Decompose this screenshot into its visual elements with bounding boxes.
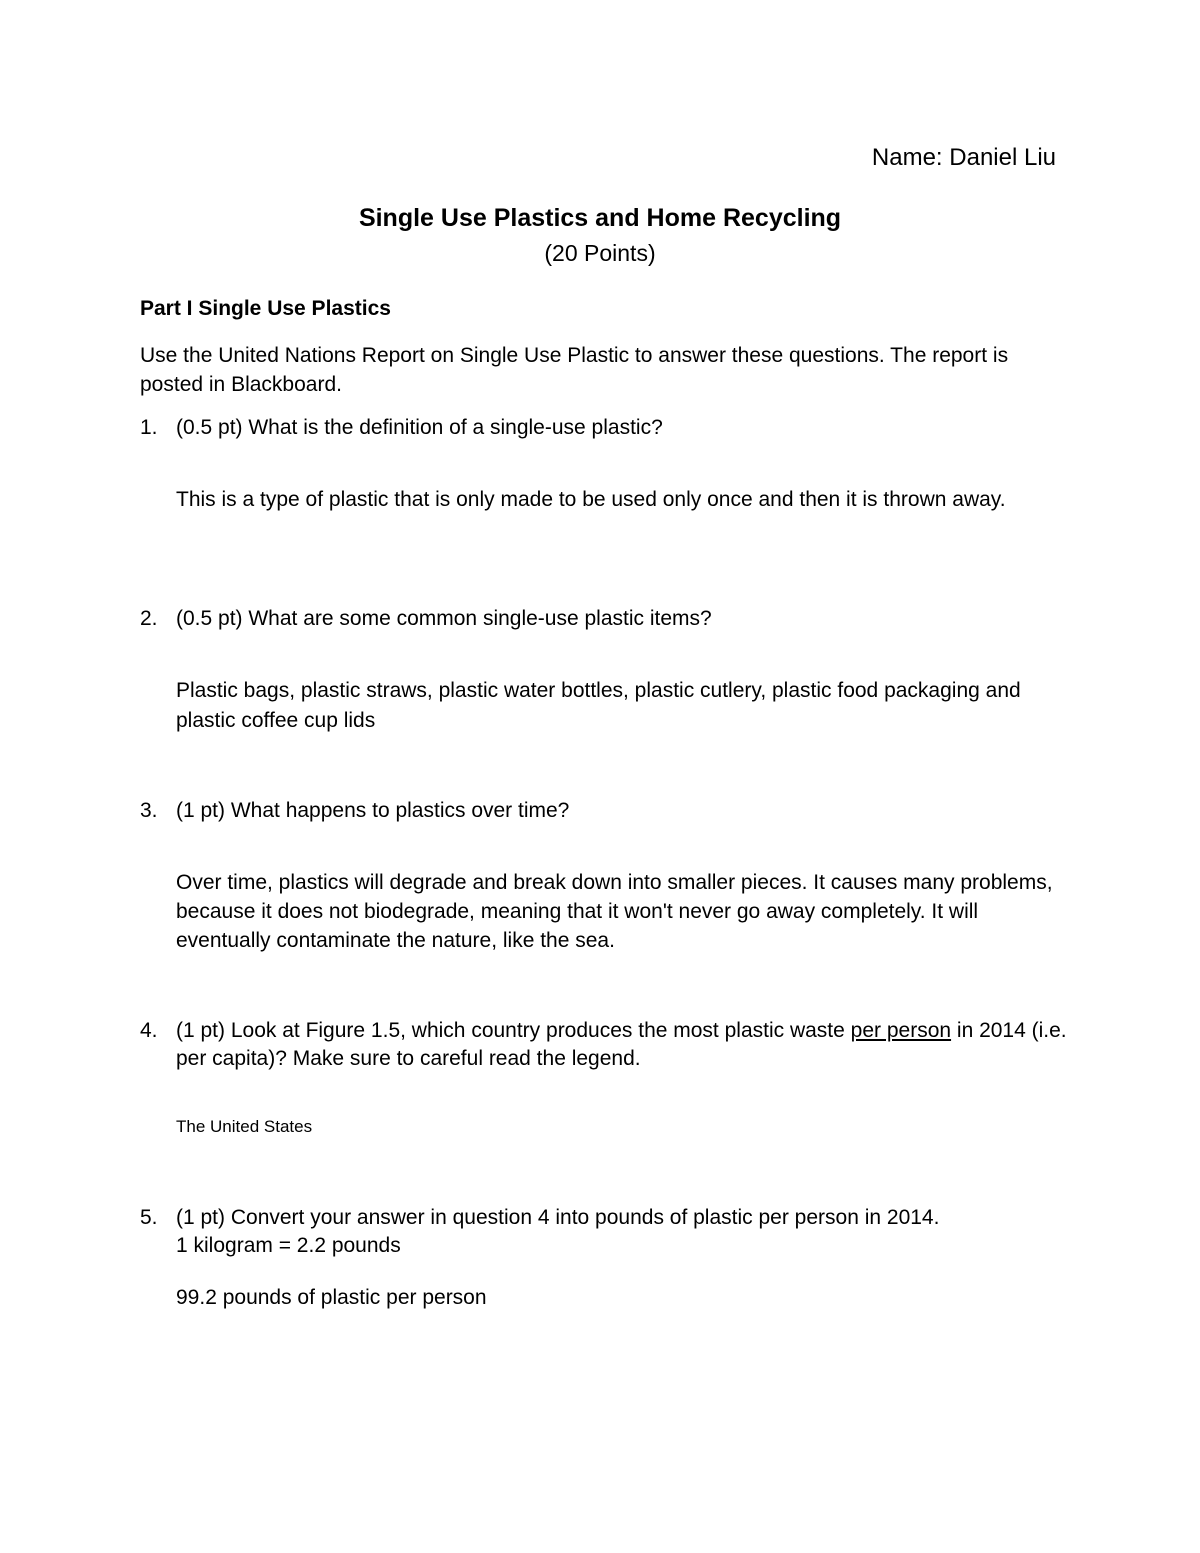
question-text: (1 pt) Convert your answer in question 4 into pounds of plastic per person in 2014.	[176, 1206, 940, 1229]
section-heading-part1: Part I Single Use Plastics	[140, 297, 391, 320]
answer-2: Plastic bags, plastic straws, plastic water bottles, plastic cutlery, plastic food packaging and plastic coffee cup lids	[176, 679, 1021, 732]
underlined-per-person: per person	[850, 1019, 952, 1042]
question-text	[176, 1017, 1070, 1073]
question-number: 5.	[140, 1206, 158, 1229]
question-5	[140, 1204, 1070, 1260]
question-3	[140, 797, 1070, 825]
question-text: (0.5 pt) What is the definition of a single-use plastic?	[176, 416, 663, 439]
answer-5: 99.2 pounds of plastic per person	[176, 1286, 487, 1309]
answer-1: This is a type of plastic that is only made to be used only once and then it is thrown away.	[176, 488, 1006, 511]
question-number: 3.	[140, 799, 158, 822]
question-1	[140, 414, 1070, 442]
question-number: 4.	[140, 1019, 158, 1042]
question-number: 2.	[140, 607, 158, 630]
question-number: 1.	[140, 416, 158, 439]
answer-4: The United States	[176, 1117, 313, 1136]
question-2	[140, 605, 1070, 633]
answer-3: Over time, plastics will degrade and break down into smaller pieces. It causes many problems, because it does not biodegrade, meaning that it won't never go away completely. It will eventually contaminate the nature, like the sea.	[176, 871, 1053, 952]
question-subtext: 1 kilogram = 2.2 pounds	[176, 1234, 401, 1257]
question-text: (1 pt) What happens to plastics over time?	[176, 799, 570, 822]
section-intro: Use the United Nations Report on Single Use Plastic to answer these questions. The report is posted in Blackboard.	[140, 344, 1009, 396]
question-text-after: in 2014 (i.e. per capita)? Make sure to careful read the legend.	[176, 1019, 1067, 1070]
student-name: Name: Daniel Liu	[871, 144, 1056, 171]
question-text-before: (1 pt) Look at Figure 1.5, which country produces the most plastic waste	[176, 1019, 851, 1042]
total-points: (20 Points)	[544, 240, 656, 266]
question-4	[140, 1017, 1070, 1073]
question-text: (0.5 pt) What are some common single-use plastic items?	[176, 607, 712, 630]
document-title: Single Use Plastics and Home Recycling	[358, 204, 842, 232]
